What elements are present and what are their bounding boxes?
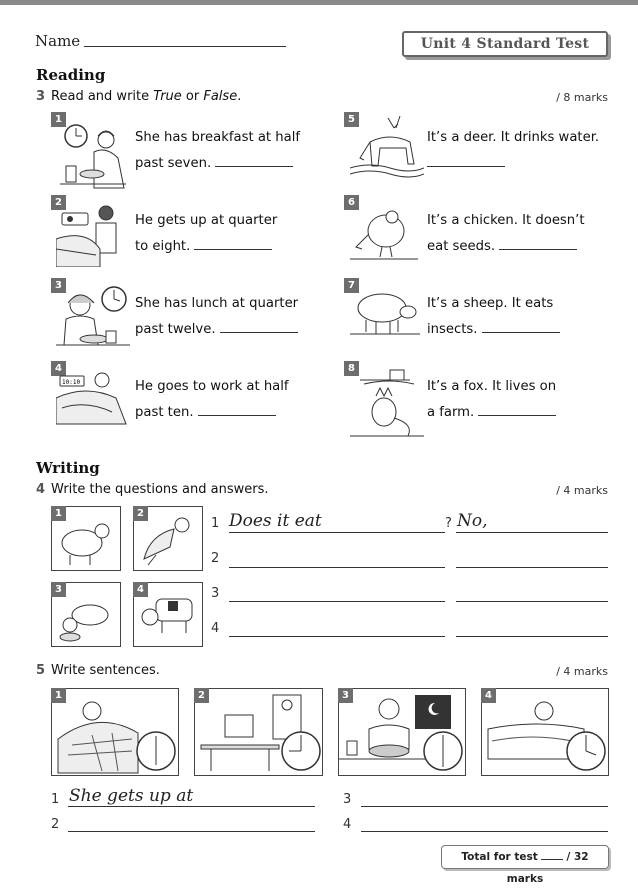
writing-title: Writing [36,459,100,477]
answer-blank[interactable] [478,403,556,416]
task-dot: . [237,89,242,104]
question-line[interactable] [229,567,445,568]
task-number: 5 [36,663,46,678]
fox-picture [350,362,424,440]
item-text: to eight. [135,239,191,254]
question-text: Does it eat [229,511,322,531]
item-text: It’s a fox. It lives on [427,379,557,394]
picture-number-badge: 1 [51,506,66,521]
item-text: He gets up at quarter [135,213,278,228]
reading-marks: / 8 marks [556,91,608,104]
reading-item-4 [135,374,289,426]
chicken-picture [350,205,420,265]
total-marks: / 32 marks [506,851,589,885]
boy-in-bed-icon [482,689,608,775]
reading-item-6 [427,208,585,260]
work-picture [56,368,130,428]
reading-task [36,89,241,104]
picture-number-badge: 1 [51,688,66,703]
row-number: 3 [211,586,220,601]
top-border [0,0,638,5]
reading-title: Reading [36,66,106,84]
task-number: 4 [36,482,46,497]
task-or: or [181,89,204,104]
item-text: It’s a deer. It drinks water. [427,130,600,145]
picture-number-badge: 4 [133,582,148,597]
sheep-picture [350,288,420,338]
reading-item-5 [427,125,599,177]
item-number-badge: 6 [344,195,359,210]
reading-item-1 [135,125,300,177]
name-field[interactable] [84,46,286,47]
girl-eating-icon [339,689,465,775]
total-blank[interactable] [541,850,563,860]
answer-line[interactable] [456,567,608,568]
computer-clock-box [194,688,323,776]
item-text: She has breakfast at half [135,130,301,145]
sentence-line[interactable] [361,831,608,832]
item-text: It’s a chicken. It doesn’t [427,213,585,228]
row-number: 1 [211,516,220,531]
item-text: eat seeds. [427,239,496,254]
gets-up-picture [56,203,130,267]
item-text: It’s a sheep. It eats [427,296,554,311]
item-number-badge: 3 [51,278,66,293]
question-line[interactable] [229,532,445,533]
sentence-line[interactable] [68,806,315,807]
answer-blank[interactable] [215,154,293,167]
item-number-badge: 1 [51,112,66,127]
sentence-text: She gets up at [69,786,194,806]
writing-task [36,482,269,497]
writing-marks: / 4 marks [556,484,608,497]
task-text: Write sentences. [51,663,160,678]
item-text: past seven. [135,156,212,171]
row-number: 4 [343,817,352,832]
unit-title-box [402,31,608,57]
bedtime-clock-box [481,688,609,776]
task-false: False [203,89,238,104]
breakfast-picture [56,122,130,190]
answer-blank[interactable] [482,320,560,333]
question-line[interactable] [229,636,445,637]
sentence-line[interactable] [361,806,608,807]
item-text: insects. [427,322,478,337]
picture-number-badge: 4 [481,688,496,703]
svg-text:10:10: 10:10 [62,379,81,386]
row-number: 3 [343,792,352,807]
total-box [441,845,609,885]
task-true: True [153,89,182,104]
task-number: 3 [36,89,46,104]
answer-blank[interactable] [427,154,505,167]
picture-number-badge: 3 [51,582,66,597]
row-number: 4 [211,621,220,636]
row-number: 2 [51,817,60,832]
task-text: Read and write [51,89,154,104]
picture-number-badge: 2 [194,688,209,703]
answer-blank[interactable] [220,320,298,333]
girl-in-bed-icon [52,689,178,775]
item-number-badge: 4 [51,361,66,376]
row-number: 1 [51,792,60,807]
row-number: 2 [211,551,220,566]
answer-line[interactable] [456,636,608,637]
dinner-clock-box [338,688,466,776]
bed-clock-box [51,688,179,776]
item-number-badge: 5 [344,112,359,127]
reading-item-2 [135,208,277,260]
name-label: Name [35,32,81,50]
item-number-badge: 7 [344,278,359,293]
sentence-line[interactable] [68,831,315,832]
task-text: Write the questions and answers. [51,482,269,497]
sentences-task [36,663,160,678]
total-label: Total for test [461,851,538,863]
item-text: a farm. [427,405,475,420]
lunch-picture [56,285,130,351]
question-line[interactable] [229,601,445,602]
item-text: She has lunch at quarter [135,296,299,311]
item-number-badge: 8 [344,361,359,376]
answer-line[interactable] [456,532,608,533]
question-mark: ? [445,516,452,531]
reading-item-8 [427,374,556,426]
reading-item-7 [427,291,560,343]
item-text: past twelve. [135,322,216,337]
computer-desk-icon [195,689,322,775]
answer-blank[interactable] [499,237,577,250]
sentences-marks: / 4 marks [556,665,608,678]
item-text: He goes to work at half [135,379,289,394]
unit-title: Unit 4 Standard Test [420,36,590,52]
answer-blank[interactable] [198,403,276,416]
reading-item-3 [135,291,298,343]
deer-picture [350,112,424,182]
answer-line[interactable] [456,601,608,602]
answer-text: No, [457,511,488,531]
total-text [442,846,608,890]
picture-number-badge: 3 [338,688,353,703]
picture-number-badge: 2 [133,506,148,521]
answer-blank[interactable] [194,237,272,250]
item-text: past ten. [135,405,194,420]
item-number-badge: 2 [51,195,66,210]
